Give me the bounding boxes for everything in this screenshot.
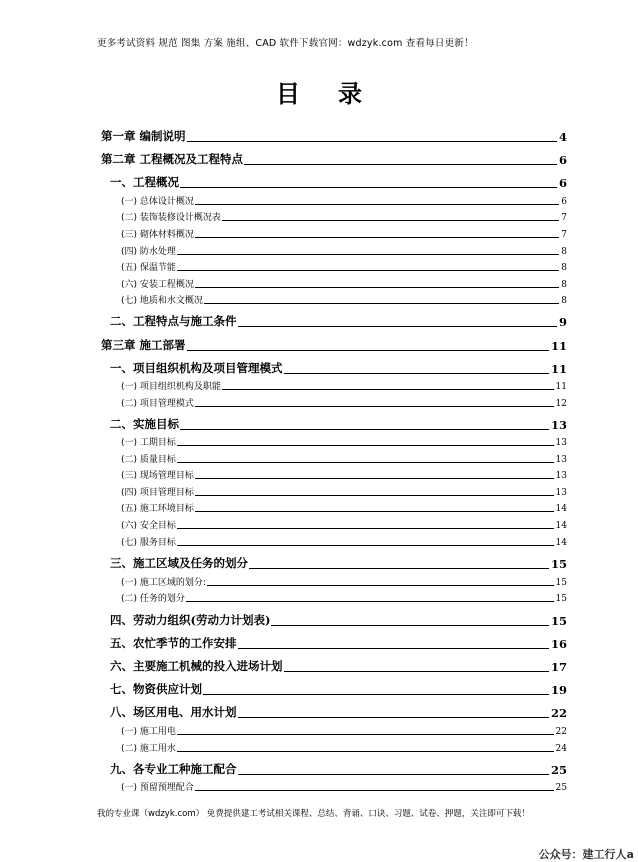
toc-entry-label: 第一章 编制说明 <box>101 129 186 143</box>
toc-entry-label: 四、劳动力组织(劳动力计划表) <box>110 613 271 627</box>
toc-entry-page: 6 <box>558 176 567 190</box>
toc-entry[interactable] <box>110 763 567 777</box>
toc-entry-page: 13 <box>555 488 567 498</box>
toc-entry-page: 8 <box>561 263 567 273</box>
toc-entry[interactable] <box>121 517 567 531</box>
toc-entry-page: 25 <box>550 763 567 777</box>
toc-entry-label: 二、工程特点与施工条件 <box>110 314 237 328</box>
toc-entry-label: (六) 安装工程概况 <box>121 280 194 290</box>
toc-entry-label: (一) 施工用电 <box>121 727 176 737</box>
toc-entry-page: 7 <box>561 230 567 240</box>
toc-leader-line <box>244 164 557 165</box>
toc-entry-label: 七、物资供应计划 <box>110 682 202 696</box>
toc-entry-page: 13 <box>555 455 567 465</box>
toc-leader-line <box>195 406 554 407</box>
toc-entry-page: 6 <box>561 197 567 207</box>
toc-leader-line <box>222 220 559 221</box>
toc-leader-line <box>187 141 557 142</box>
toc-entry-label: 二、实施目标 <box>110 417 179 431</box>
toc-entry[interactable] <box>110 557 567 571</box>
toc-entry-label: (二) 施工用水 <box>121 744 176 754</box>
toc-entry[interactable] <box>110 637 567 651</box>
toc-entry-page: 24 <box>555 744 567 754</box>
toc-entry[interactable] <box>121 209 567 223</box>
header-note: 更多考试资料 规范 图集 方案 施组、CAD 软件下载官网：wdzyk.com 查看每日更新！ <box>97 38 474 49</box>
toc-entry-page: 17 <box>550 660 567 674</box>
toc-entry[interactable] <box>121 292 567 306</box>
page-title: 目录 <box>276 79 400 108</box>
toc-leader-line <box>204 303 559 304</box>
toc-leader-line <box>186 601 554 602</box>
toc-leader-line <box>177 270 559 271</box>
toc-leader-line <box>195 204 559 205</box>
toc-entry-page: 14 <box>555 538 567 548</box>
toc-leader-line <box>180 187 557 188</box>
toc-entry-page: 16 <box>550 637 567 651</box>
toc-entry-label: (二) 任务的划分 <box>121 594 185 604</box>
toc-entry-page: 6 <box>558 153 567 167</box>
toc-leader-line <box>238 717 549 718</box>
toc-entry-page: 8 <box>561 280 567 290</box>
toc-leader-line <box>177 751 554 752</box>
toc-entry[interactable] <box>121 779 567 793</box>
toc-entry[interactable] <box>110 660 567 674</box>
toc-entry[interactable] <box>121 226 567 240</box>
toc-entry-label: 第三章 施工部署 <box>101 338 186 352</box>
toc-leader-line <box>177 462 554 463</box>
toc-entry-label: (三) 现场管理目标 <box>121 471 194 481</box>
toc-entry-page: 13 <box>550 418 567 432</box>
toc-leader-line <box>203 694 549 695</box>
toc-entry-page: 9 <box>558 315 567 329</box>
toc-entry-label: (二) 项目管理模式 <box>121 399 194 409</box>
toc-entry[interactable] <box>110 418 567 432</box>
toc-entry-page: 15 <box>555 578 567 588</box>
toc-entry-page: 11 <box>550 339 567 353</box>
toc-entry-label: (一) 预留预埋配合 <box>121 783 194 793</box>
toc-entry-label: (三) 砌体材料概况 <box>121 230 194 240</box>
toc-entry-label: 六、主要施工机械的投入进场计划 <box>110 659 283 673</box>
toc-entry-page: 22 <box>555 727 567 737</box>
toc-entry[interactable] <box>121 259 567 273</box>
toc-entry[interactable] <box>121 574 567 588</box>
toc-entry-page: 15 <box>550 557 567 571</box>
toc-entry-label: 五、农忙季节的工作安排 <box>110 636 237 650</box>
toc-leader-line <box>177 254 559 255</box>
toc-entry-page: 7 <box>561 213 567 223</box>
toc-leader-line <box>177 445 554 446</box>
toc-entry-label: 三、施工区域及任务的划分 <box>110 556 248 570</box>
toc-entry[interactable] <box>121 395 567 409</box>
toc-entry[interactable] <box>110 315 567 329</box>
toc-leader-line <box>195 287 559 288</box>
toc-leader-line <box>195 495 554 496</box>
toc-entry-label: (四) 项目管理目标 <box>121 488 194 498</box>
toc-entry-label: (五) 保温节能 <box>121 263 176 273</box>
toc-entry[interactable] <box>110 362 567 376</box>
toc-leader-line <box>195 237 559 238</box>
toc-leader-line <box>238 326 557 327</box>
toc-entry[interactable] <box>121 723 567 737</box>
toc-leader-line <box>195 478 554 479</box>
footer-note: 我的专业课（wdzyk.com） 免费提供建工考试相关课程、总结、背诵、口诀、习题、试卷、押题，关注即可下载！ <box>97 809 530 819</box>
toc-entry[interactable] <box>101 153 567 167</box>
toc-entry-page: 4 <box>558 130 567 144</box>
toc-entry-page: 13 <box>555 471 567 481</box>
toc-entry-page: 14 <box>555 521 567 531</box>
toc-entry[interactable] <box>121 467 567 481</box>
toc-leader-line <box>284 373 549 374</box>
toc-leader-line <box>207 585 554 586</box>
toc-entry-label: (二) 装饰装修设计概况表 <box>121 213 221 223</box>
toc-entry-page: 19 <box>550 683 567 697</box>
toc-entry-label: (四) 防水处理 <box>121 247 176 257</box>
toc-entry-page: 8 <box>561 296 567 306</box>
toc-entry[interactable] <box>121 434 567 448</box>
toc-entry[interactable] <box>121 484 567 498</box>
toc-leader-line <box>195 511 554 512</box>
toc-entry-page: 11 <box>550 362 567 376</box>
toc-leader-line <box>180 429 549 430</box>
watermark: 公众号：建工行人a <box>538 848 634 861</box>
toc-leader-line <box>238 774 549 775</box>
toc-entry-label: (二) 质量目标 <box>121 455 176 465</box>
toc-leader-line <box>187 350 549 351</box>
toc-entry-label: (一) 工期目标 <box>121 438 176 448</box>
toc-entry[interactable] <box>110 683 567 697</box>
toc-entry-page: 13 <box>555 438 567 448</box>
toc-entry-page: 15 <box>555 594 567 604</box>
toc-leader-line <box>177 528 554 529</box>
toc-leader-line <box>195 790 554 791</box>
toc-entry-label: (一) 施工区域的划分: <box>121 578 206 588</box>
toc-entry-label: (七) 服务目标 <box>121 538 176 548</box>
toc-leader-line <box>249 568 549 569</box>
toc-entry[interactable] <box>121 193 567 207</box>
toc-leader-line <box>284 671 549 672</box>
toc-entry-page: 8 <box>561 247 567 257</box>
toc-leader-line <box>222 389 554 390</box>
toc-entry[interactable] <box>110 614 567 628</box>
toc-entry[interactable] <box>121 740 567 754</box>
toc-entry-label: 一、项目组织机构及项目管理模式 <box>110 361 283 375</box>
toc-entry-page: 14 <box>555 504 567 514</box>
toc-entry[interactable] <box>121 451 567 465</box>
toc-entry[interactable] <box>101 130 567 144</box>
toc-entry-label: (一) 项目组织机构及职能 <box>121 382 221 392</box>
toc-entry[interactable] <box>121 500 567 514</box>
toc-entry[interactable] <box>121 590 567 604</box>
toc-entry-page: 22 <box>550 706 567 720</box>
toc-leader-line <box>271 625 549 626</box>
toc-leader-line <box>177 734 554 735</box>
toc-leader-line <box>177 545 554 546</box>
toc-entry-label: 九、各专业工种施工配合 <box>110 762 237 776</box>
toc-entry-label: 第二章 工程概况及工程特点 <box>101 152 244 166</box>
toc-entry[interactable] <box>110 706 567 720</box>
toc-entry[interactable] <box>121 378 567 392</box>
toc-entry[interactable] <box>121 243 567 257</box>
toc-entry-label: (一) 总体设计概况 <box>121 197 194 207</box>
toc-entry-page: 15 <box>550 614 567 628</box>
toc-entry-label: (七) 地质和水文概况 <box>121 296 203 306</box>
toc-entry-label: (五) 施工环境目标 <box>121 504 194 514</box>
toc-entry-label: (六) 安全目标 <box>121 521 176 531</box>
toc-entry[interactable] <box>121 276 567 290</box>
toc-entry-page: 11 <box>555 382 567 392</box>
toc-entry-label: 一、工程概况 <box>110 175 179 189</box>
toc-entry[interactable] <box>101 339 567 353</box>
toc-entry-page: 12 <box>555 399 567 409</box>
toc-leader-line <box>238 648 549 649</box>
toc-entry[interactable] <box>110 176 567 190</box>
toc-entry-label: 八、场区用电、用水计划 <box>110 705 237 719</box>
toc-entry[interactable] <box>121 534 567 548</box>
toc-entry-page: 25 <box>555 783 567 793</box>
